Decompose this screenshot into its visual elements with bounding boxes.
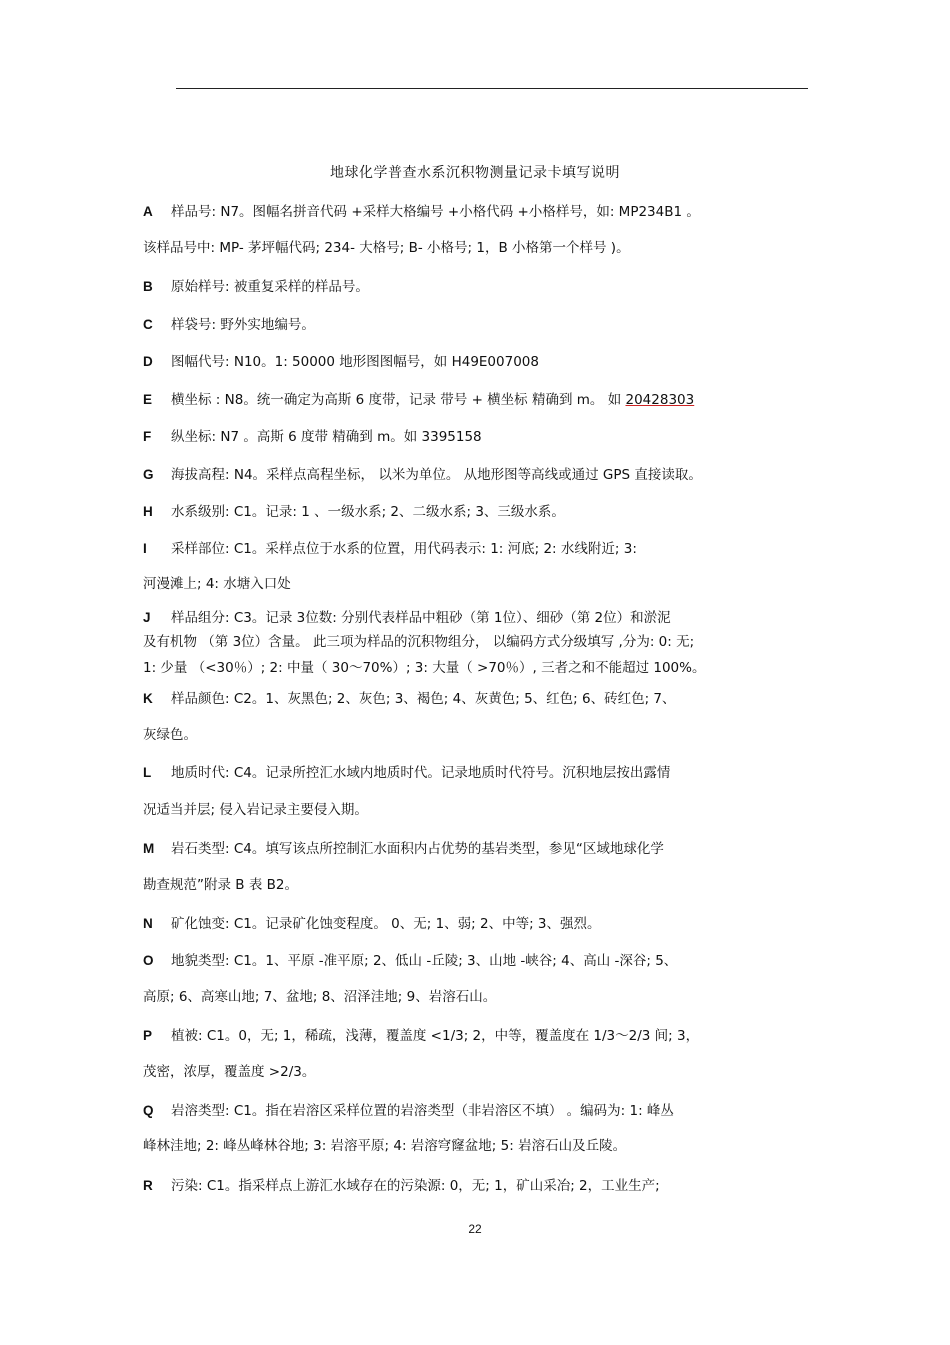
entry-letter: R — [143, 1178, 153, 1193]
entry-text: 海拔高程: N4。采样点高程坐标， 以米为单位。 从地形图等高线或通过 GPS 直接读取。 — [171, 467, 702, 483]
coordinate-example: 20428303 — [625, 392, 695, 408]
entry-l — [143, 763, 823, 783]
entry-text: 茂密，浓厚，覆盖度 >2/3。 — [143, 1064, 316, 1080]
entry-i-continued — [143, 574, 823, 594]
entry-p-continued — [143, 1062, 823, 1082]
entry-text: 峰林洼地; 2: 峰丛峰林谷地; 3: 岩溶平原; 4: 岩溶穹窿盆地; 5: 岩溶石山及丘陵。 — [143, 1138, 627, 1154]
entry-text: 样品号: N7。图幅名拼音代码 +采样大格编号 +小格代码 +小格样号，如: MP234B1 。 — [171, 204, 700, 220]
entry-text: 植被: C1。0，无; 1，稀疏，浅薄，覆盖度 <1/3; 2，中等，覆盖度在 1/3～2/3 间; 3， — [171, 1028, 700, 1044]
entry-letter: I — [143, 541, 147, 556]
entry-letter: D — [143, 354, 153, 369]
entry-text: 地质时代: C4。记录所控汇水域内地质时代。记录地质时代符号。沉积地层按出露情 — [171, 765, 671, 781]
entry-text: 及有机物 （第 3位）含量。 此三项为样品的沉积物组分， 以编码方式分级填写 ,分为: 0: 无; — [143, 634, 695, 650]
entry-h — [143, 502, 823, 522]
page-number: 22 — [468, 1222, 482, 1236]
entry-j — [143, 608, 823, 628]
entry-text: 河漫滩上; 4: 水塘入口处 — [143, 576, 291, 592]
entry-letter: C — [143, 317, 153, 332]
entry-m — [143, 839, 823, 859]
entry-n — [143, 914, 823, 934]
entry-letter: H — [143, 504, 153, 519]
entry-text: 灰绿色。 — [143, 727, 197, 743]
entry-text: 岩溶类型: C1。指在岩溶区采样位置的岩溶类型（非岩溶区不填） 。编码为: 1: 峰丛 — [171, 1103, 674, 1119]
entry-letter: K — [143, 691, 153, 706]
entry-letter: E — [143, 392, 153, 407]
entry-o-continued — [143, 987, 823, 1007]
entry-r — [143, 1176, 823, 1196]
entry-a-continued — [143, 238, 823, 258]
entry-letter: Q — [143, 1103, 154, 1118]
document-title: 地球化学普查水系沉积物测量记录卡填写说明 — [330, 165, 620, 181]
entry-a — [143, 202, 823, 222]
entry-b — [143, 277, 823, 297]
entry-text: 岩石类型: C4。填写该点所控制汇水面积内占优势的基岩类型，参见“区域地球化学 — [171, 841, 664, 857]
entry-text: 矿化蚀变: C1。记录矿化蚀变程度。 0、无; 1、弱; 2、中等; 3、强烈。 — [171, 916, 601, 932]
header-rule — [176, 88, 808, 89]
entry-letter: J — [143, 610, 151, 625]
entry-letter: G — [143, 467, 154, 482]
entry-letter: F — [143, 429, 152, 444]
entry-q-continued — [143, 1136, 823, 1156]
entry-text: 原始样号: 被重复采样的样品号。 — [171, 279, 369, 295]
entry-letter: N — [143, 916, 153, 931]
entry-text: 勘查规范”附录 B 表 B2。 — [143, 877, 298, 893]
entry-text: 该样品号中: MP- 茅坪幅代码; 234- 大格号; B- 小格号; 1，B 小格第一个样号 )。 — [143, 240, 630, 256]
entry-text: 水系级别: C1。记录: 1 、一级水系; 2、二级水系; 3、三级水系。 — [171, 504, 565, 520]
entry-c — [143, 315, 823, 335]
entry-l-continued — [143, 800, 823, 820]
entry-text: 样袋号: 野外实地编号。 — [171, 317, 315, 333]
entry-letter: L — [143, 765, 152, 780]
entry-k-continued — [143, 725, 823, 745]
entry-k — [143, 689, 823, 709]
entry-j-continued-2 — [143, 658, 823, 678]
entry-text: 污染: C1。指采样点上游汇水域存在的污染源: 0，无; 1，矿山采冶; 2，工业生产; — [171, 1178, 660, 1194]
entry-letter: B — [143, 279, 153, 294]
entry-g — [143, 465, 823, 485]
entry-text: 纵坐标: N7 。高斯 6 度带 精确到 m。如 3395158 — [171, 429, 482, 445]
entry-m-continued — [143, 875, 823, 895]
entry-d — [143, 352, 823, 372]
entry-text: 采样部位: C1。采样点位于水系的位置，用代码表示: 1: 河底; 2: 水线附近; 3: — [171, 541, 637, 557]
entry-p — [143, 1026, 823, 1046]
entry-text: 样品组分: C3。记录 3位数: 分别代表样品中粗砂（第 1位）、细砂（第 2位）和淤泥 — [171, 610, 671, 626]
entry-letter: P — [143, 1028, 153, 1043]
entry-j-continued-1 — [143, 632, 823, 652]
entry-text: 样品颜色: C2。1、灰黑色; 2、灰色; 3、褐色; 4、灰黄色; 5、红色; 6、砖红色; 7、 — [171, 691, 676, 707]
entry-q — [143, 1101, 823, 1121]
entry-letter: O — [143, 953, 154, 968]
entry-text: 高原; 6、高寒山地; 7、盆地; 8、沼泽洼地; 9、岩溶石山。 — [143, 989, 497, 1005]
entry-text: 地貌类型: C1。1、平原 -准平原; 2、低山 -丘陵; 3、山地 -峡谷; 4、高山 -深谷; 5、 — [171, 953, 678, 969]
entry-text: 图幅代号: N10。1: 50000 地形图图幅号，如 H49E007008 — [171, 354, 539, 370]
entry-letter: A — [143, 204, 153, 219]
entry-f — [143, 427, 823, 447]
entry-text: 1: 少量 （<30％）; 2: 中量（ 30～70%）; 3: 大量（ >70％）, 三者之和不能超过 100%。 — [143, 660, 706, 676]
entry-letter: M — [143, 841, 155, 856]
entry-text: 横坐标 : N8。统一确定为高斯 6 度带，记录 带号 + 横坐标 精确到 m。 如 — [171, 392, 626, 408]
entry-e — [143, 390, 823, 410]
entry-text: 况适当并层; 侵入岩记录主要侵入期。 — [143, 802, 368, 818]
entry-i — [143, 539, 823, 559]
entry-o — [143, 951, 823, 971]
